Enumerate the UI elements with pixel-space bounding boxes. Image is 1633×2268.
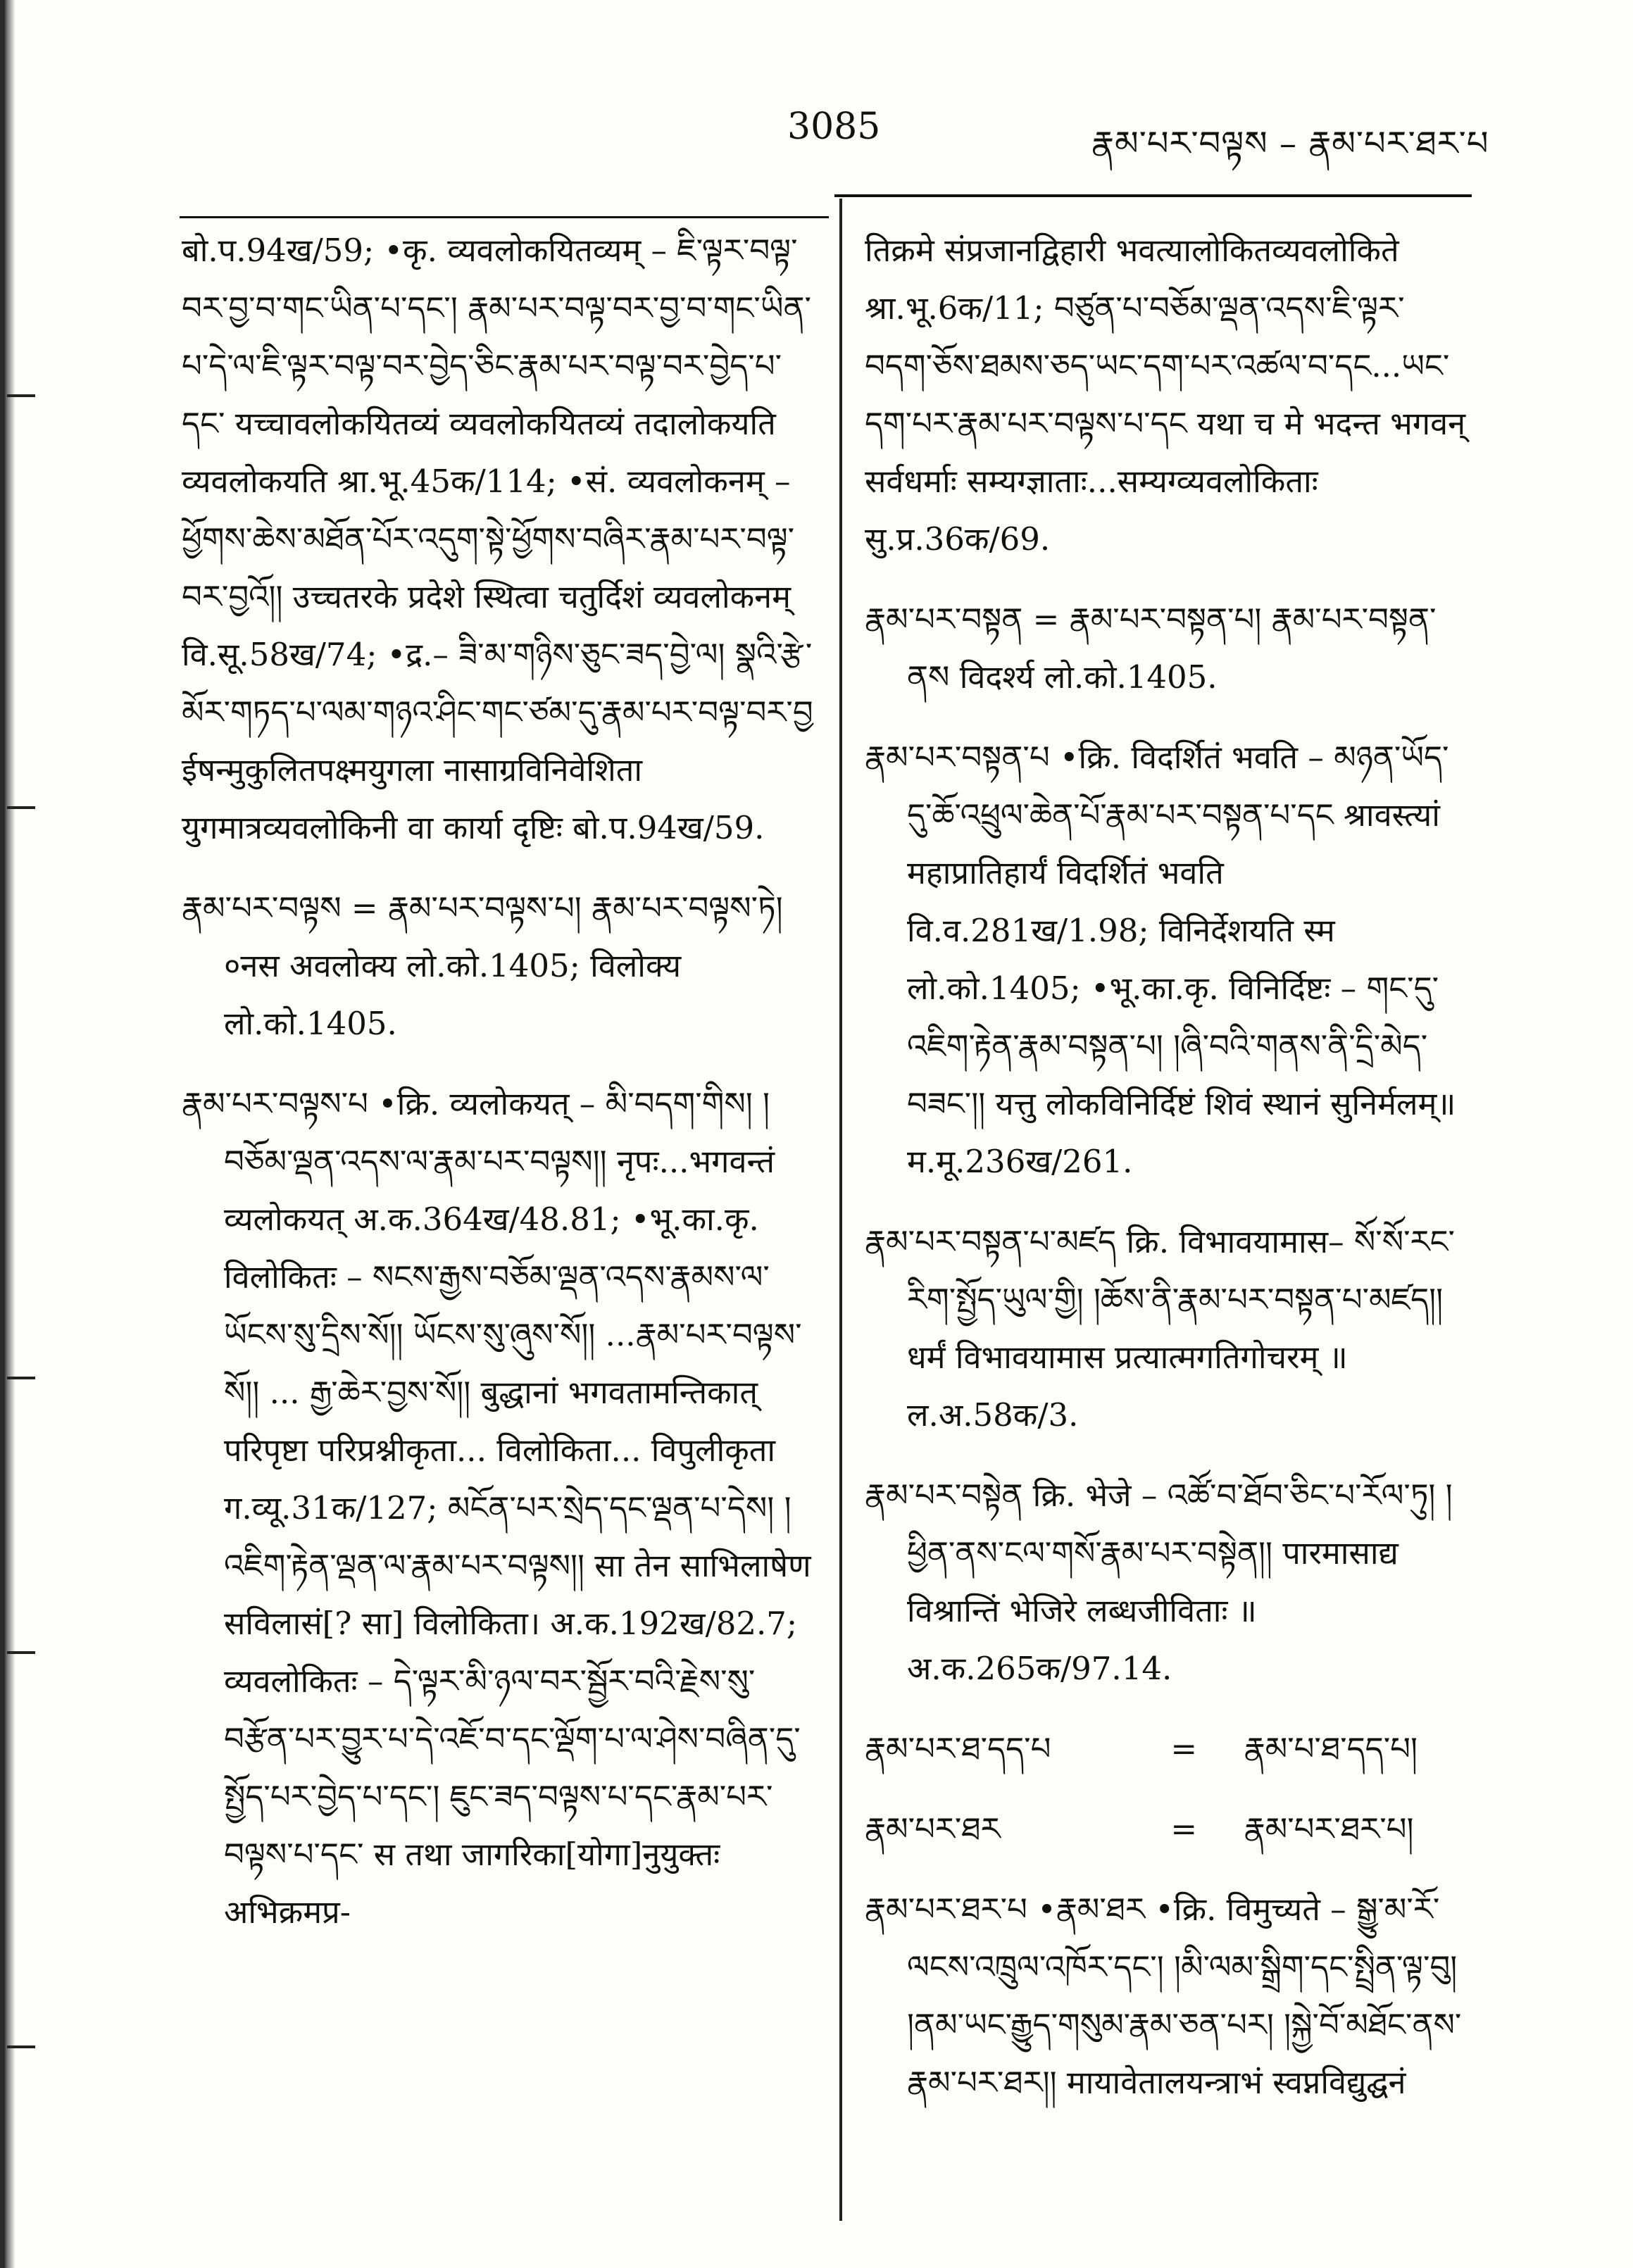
dictionary-entry: [865, 1881, 1470, 2112]
entry-text: རྣམ་པར་བལྟས = རྣམ་པར་བལྟས་པ། རྣམ་པར་བལྟས་ཏེ། ०नस अवलोक्य लो.को.1405; विलोक्य लो.को.1405.: [182, 889, 783, 1042]
dictionary-entry: [182, 222, 819, 857]
entry-text: རྣམ་པར་བསྟན་པ་མཛད क्रि. विभावयामास– སོ་སོ་རང་རིག་སྤྱོད་ཡུལ་གྱི། །ཆོས་ནི་རྣམ་པར་བསྟན་པ་མཛད།། धर्मं विभावयामास प्रत्यात्मगतिगोचरम् ॥ ल.अ.58क/3.: [865, 1223, 1455, 1434]
running-head: རྣམ་པར་བལྟས – རྣམ་པར་ཐར་པ: [1091, 124, 1489, 163]
left-column-rule: [180, 216, 829, 218]
dictionary-entry: [865, 1467, 1470, 1698]
entry-gloss: རྣམ་པ་ཐ་དད་པ།: [1244, 1730, 1418, 1767]
dictionary-entry: [182, 879, 819, 1053]
margin-tick: [7, 806, 35, 809]
cross-reference-entry: [865, 1720, 1470, 1778]
margin-tick: [7, 1651, 35, 1654]
entry-text: तिक्रमे संप्रजानद्विहारी भवत्यालोकितव्यवलोकिते श्रा.भू.6क/11; བཙུན་པ་བཅོམ་ལྡན་འདས་ཇི་ལྟར་བདག་ཅོས་ཐམས་ཅད་ཡང་དག་པར་འཚལ་བ་དང...ཡང་དག་པར་རྣམ་པར་བལྟས་པ་དང यथा च मे भदन्त भगवन् सर्वधर्माः सम्यग्ज्ञाताः...सम्यग्व्यवलोकिताः सु.प्र.36क/69.: [865, 232, 1466, 558]
dictionary-entry: [865, 729, 1470, 1191]
margin-tick: [7, 2045, 35, 2048]
entry-text: རྣམ་པར་བལྟས་པ •क्रि. व्यलोकयत् – མི་བདག་གིས། །བཅོམ་ལྡན་འདས་ལ་རྣམ་པར་བལྟས།། नृपः...भगवन्तं व्यलोकयत् अ.क.364ख/48.81; •भू.का.कृ. विलोकितः – སངས་རྒྱས་བཅོམ་ལྡན་འདས་རྣམས་ལ་ཡོངས་སུ་དྲིས་སོ།། ཡོངས་སུ་ཞུས་སོ།། ...རྣམ་པར་བལྟས་སོ།། ... རྒྱ་ཆེར་བྱས་སོ།། बुद्धानां भगवतामन्तिकात् परिपृष्टा परिप्रश्नीकृता... विलोकिता... विपुलीकृता ग.व्यू.31क/127; མངོན་པར་སྲེད་དང་ལྡན་པ་དེས། །འཇིག་རྟེན་ལྡན་ལ་རྣམ་པར་བལྟས།། सा तेन साभिलाषेण सविलासं[? सा] विलोकिता। अ.क.192ख/82.7; व्यवलोकितः – དེ་ལྟར་མི་ཉལ་བར་སྦྱོར་བའི་རྗེས་སུ་བརྩོན་པར་བྱུར་པ་དེ་འཇོ་བ་དང་ལྡོག་པ་ལ་ཤེས་བཞིན་དུ་སྤྱོད་པར་བྱེད་པ་དང་། ཇུང་ཟད་བལྟས་པ་དང་རྣམ་པར་བལྟས་པ་དང་ स तथा जागरिका[योगा]नुयुक्तः अभिक्रमप्र-: [182, 1085, 811, 1931]
dictionary-entry: [865, 222, 1470, 568]
dictionary-entry: [865, 591, 1470, 706]
cross-reference-entry: [865, 1800, 1470, 1858]
entry-text: རྣམ་པར་བསྟན་པ •क्रि. विदर्शितं भवति – མཉན་ཡོད་དུ་ཆོ་འཕྲུལ་ཆེན་པོ་རྣམ་པར་བསྟན་པ་དང श्रावस्त्यां महाप्रातिहार्यं विदर्शितं भवति वि.व.281ख/1.98; विनिर्देशयति स्म लो.को.1405; •भू.का.कृ. विनिर्दिष्टः – གང་དུ་འཇིག་རྟེན་རྣམ་བསྟན་པ། །ཞི་བའི་གནས་ནི་དྲི་མེད་བཟང་།། यत्तु लोकविनिर्दिष्टं शिवं स्थानं सुनिर्मलम्॥ म.मू.236ख/261.: [865, 739, 1456, 1180]
page-number: 3085: [787, 106, 881, 148]
equals-sign: =: [1170, 1810, 1198, 1848]
dictionary-entry: [865, 1213, 1470, 1444]
dictionary-entry: [182, 1075, 819, 1941]
column-divider: [839, 199, 842, 2221]
entry-text: རྣམ་པར་བསྟན = རྣམ་པར་བསྟན་པ། རྣམ་པར་བསྟན་ནས विदर्श्य लो.को.1405.: [865, 601, 1437, 696]
entry-text: बो.प.94ख/59; •कृ. व्यवलोकयितव्यम् – ཇི་ལྟར་བལྟ་བར་བྱ་བ་གང་ཡིན་པ་དང་། རྣམ་པར་བལྟ་བར་བྱ་བ་གང་ཡིན་པ་དེ་ལ་ཇི་ལྟར་བལྟ་བར་བྱེད་ཅིང་རྣམ་པར་བལྟ་བར་བྱེད་པ་དང་ यच्चावलोकयितव्यं व्यवलोकयितव्यं तदालोकयति व्यवलोकयति श्रा.भू.45क/114; •सं. व्यवलोकनम् – ཕྱོགས་ཆེས་མཐོན་པོར་འདུག་སྟེ་ཕྱོགས་བཞིར་རྣམ་པར་བལྟ་བར་བྱའོ།། उच्चतरके प्रदेशे स्थित्वा चतुर्दिशं व्यवलोकनम् वि.सू.58ख/74; •द्र.– ཟི་མ་གཉིས་ཅུང་ཟད་བྱེ་ལ། སྣའི་རྩེ་མོར་གཏད་པ་ལམ་གཉའ་ཤིང་གང་ཙམ་དུ་རྣམ་པར་བལྟ་བར་བྱ ईषन्मुकुलितपक्ष्मयुगला नासाग्रविनिवेशिता युगमात्रव्यवलोकिनी वा कार्या दृष्टिः बो.प.94ख/59.: [182, 232, 813, 846]
left-column: [182, 222, 819, 1964]
entry-headword: རྣམ་པར་ཐར: [865, 1810, 1001, 1848]
margin-tick: [7, 394, 35, 397]
entry-gloss: རྣམ་པར་ཐར་པ།: [1244, 1810, 1414, 1848]
entry-headword: རྣམ་པར་ཐ་དད་པ: [865, 1730, 1051, 1767]
entry-text: རྣམ་པར་བསྟེན क्रि. भेजे – འཚོ་བ་ཐོབ་ཅིང་པ་རོལ་ཏུ། །ཕྱིན་ནས་ངལ་གསོ་རྣམ་པར་བསྟེན།། पारमासाद्य विश्रान्तिं भेजिरे लब्धजीविताः ॥ अ.क.265क/97.14.: [865, 1477, 1453, 1687]
header-rule: [834, 194, 1472, 197]
entry-text: རྣམ་པར་ཐར་པ •རྣམ་ཐར •क्रि. विमुच्यते – སྒྱུ་མ་རོ་ལངས་འཁྲུལ་འཁོར་དང་། །མི་ལམ་སྒྲིག་དང་སྤྲིན་ལྟ་བུ། །ནམ་ཡང་རྒྱུད་གསུམ་རྣམ་ཅན་པར། །སྐྱེ་བོ་མཐོང་ནས་རྣམ་པར་ཐར།། मायावेतालयन्त्राभं स्वप्नविद्युद्घनं: [865, 1891, 1462, 2101]
equals-sign: =: [1170, 1730, 1198, 1767]
scan-binding-edge: [0, 0, 15, 2268]
right-column: [865, 222, 1470, 2134]
margin-tick: [7, 1377, 35, 1379]
